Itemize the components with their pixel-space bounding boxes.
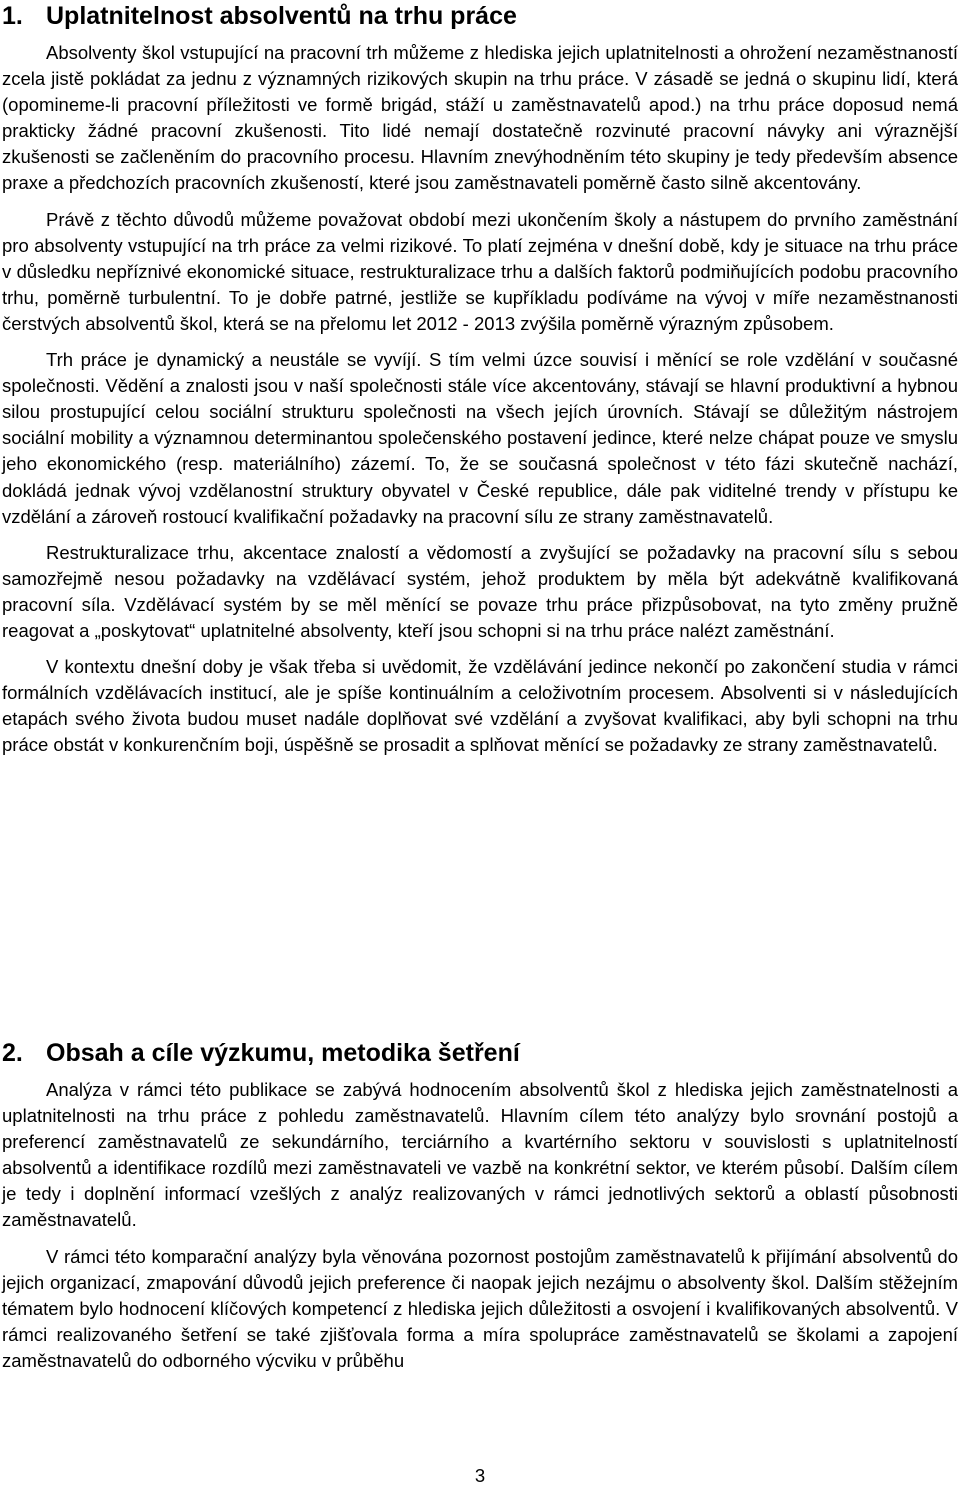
section-2-number: 2. [2,1039,23,1067]
section-1-title: Uplatnitelnost absolventů na trhu práce [46,2,517,30]
page-number: 3 [474,1465,486,1486]
section-1-number: 1. [2,2,23,30]
section-1-paragraph: Právě z těchto důvodů můžeme považovat období mezi ukončením školy a nástupem do prvního zaměstnání pro absolventy vstupující na trh práce za velmi rizikové. To platí zejména v dnešní době, kdy je situace na trhu práce v důsledku nepříznivé ekonomické situace, restrukturalizace trhu a dalších faktorů podmiňujících podobu pracovního trhu, poměrně turbulentní. To je dobře patrné, jestliže se kupříkladu podíváme na vývoj v míře nezaměstnanosti čerstvých absolventů škol, která se na přelomu let 2012 - 2013 zvýšila poměrně výrazným způsobem. [2,208,958,334]
section-2-paragraph: Analýza v rámci této publikace se zabývá hodnocením absolventů škol z hlediska jejich zaměstnatelnosti a uplatnitelnosti na trhu práce z pohledu zaměstnavatelů. Hlavním cílem této analýzy bylo srovnání postojů a preferencí zaměstnavatelů ze sekundárního, terciárního a kvartérního sektoru v souvislosti s uplatnitelností absolventů a identifikace rozdílů mezi zaměstnavateli ve vazbě na konkrétní sektor, ve kterém působí. Dalším cílem je tedy i doplnění informací vzešlých z analýz realizovaných v rámci jednotlivých sektorů a oblastí působnosti zaměstnavatelů. [2,1079,958,1231]
section-1-paragraph: Absolventy škol vstupující na pracovní trh můžeme z hlediska jejich uplatnitelnosti a ohrožení nezaměstnaností zcela jistě pokládat za jednu z významných rizikových skupin na trhu práce. V zásadě se jedná o skupinu lidí, která (opomineme-li pracovní příležitosti ve formě brigád, stáží u zaměstnavatelů apod.) na trhu práce doposud nemá prakticky žádné pracovní zkušenosti. Tito lidé nemají dostatečně rozvinuté pracovní návyky ani výraznější zkušenosti se začleněním do pracovního procesu. Hlavním znevýhodněním této skupiny je tedy především absence praxe a předchozích pracovních zkušeností, které jsou zaměstnavateli poměrně často silně akcentovány. [2,42,958,194]
section-2-body [2,1077,958,1384]
section-1-paragraph: Restrukturalizace trhu, akcentace znalostí a vědomostí a zvyšující se požadavky na pracovní sílu s sebou samozřejmě nesou požadavky na vzdělávací systém, jehož produktem by měla být adekvátně kvalifikovaná pracovní síla. Vzdělávací systém by se měl měnící se povaze trhu práce přizpůsobovat, na tyto změny pružně reagovat a „poskytovat“ uplatnitelné absolventy, kteří jsou schopni si na trhu práce nalézt zaměstnání. [2,541,958,641]
section-1-heading [2,0,517,32]
section-1-body [2,40,958,768]
section-2-heading [2,1037,520,1069]
section-2-paragraph: V rámci této komparační analýzy byla věnována pozornost postojům zaměstnavatelů k přijímání absolventů do jejich organizací, zmapování důvodů jejich preference či naopak jejich nezájmu o absolventy škol. Dalším stěžejním tématem bylo hodnocení klíčových kompetencí z hlediska jejich důležitosti a osvojení i kvalifikovaných absolventů. V rámci realizovaného šetření se také zjišťovala forma a míra spolupráce zaměstnavatelů se školami a zapojení zaměstnavatelů do odborného výcviku v průběhu [2,1245,958,1371]
section-1-paragraph: Trh práce je dynamický a neustále se vyvíjí. S tím velmi úzce souvisí i měnící se role vzdělání v současné společnosti. Vědění a znalosti jsou v naší společnosti stále více akcentovány, stávají se hlavní produktivní a hybnou silou prostupující celou sociální strukturu společnosti na všech jejích úrovních. Stávají se důležitým nástrojem sociální mobility a významnou determinantou společenského postavení jedince, které nelze chápat pouze ve smyslu jeho ekonomického (resp. materiálního) zázemí. To, že se současná společnost v této fázi skutečně nachází, dokládá jednak vývoj vzdělanostní struktury obyvatel v České republice, dále pak viditelné trendy v přístupu ke vzdělání a zároveň rostoucí kvalifikační požadavky na pracovní sílu ze strany zaměstnavatelů. [2,349,958,527]
section-1-paragraph: V kontextu dnešní doby je však třeba si uvědomit, že vzdělávání jedince nekončí po zakončení studia v rámci formálních vzdělávacích institucí, ale je spíše kontinuálním a celoživotním procesem. Absolventi si v následujících etapách svého života budou muset nadále doplňovat své vzdělání a zvyšovat kvalifikaci, aby byli schopni na trhu práce obstát v konkurenčním boji, úspěšně se prosadit a splňovat měnící se požadavky ze strany zaměstnavatelů. [2,656,958,756]
section-2-title: Obsah a cíle výzkumu, metodika šetření [46,1039,520,1067]
